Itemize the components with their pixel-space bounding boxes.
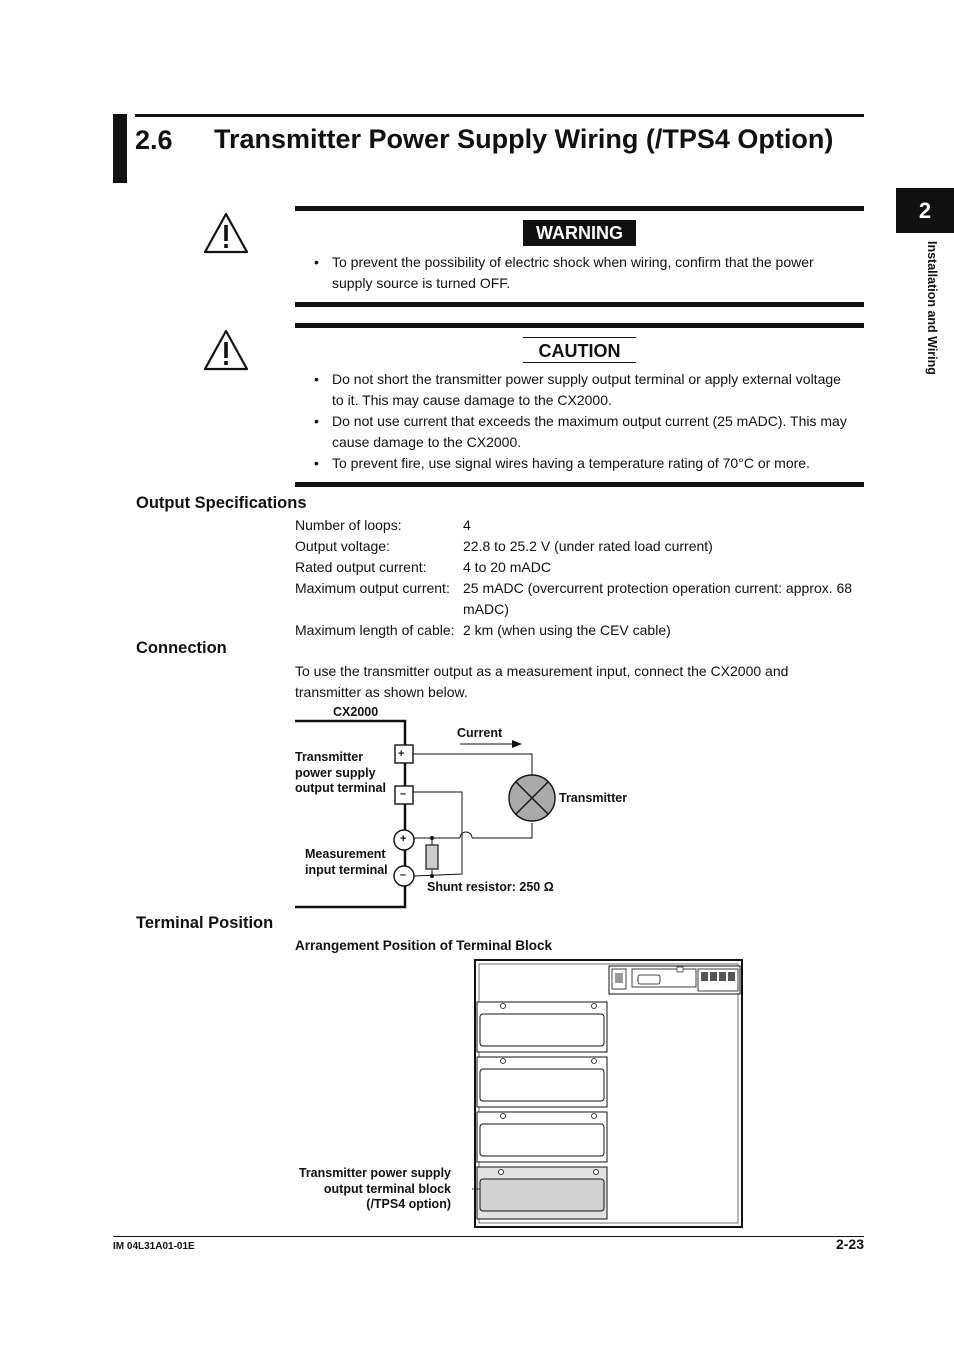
chapter-tab: 2 [896,188,954,233]
spec-value: 25 mADC (overcurrent protection operation current: approx. 68 mADC) [463,580,853,617]
section-title-bar [113,114,127,183]
plus-sign: + [400,833,407,845]
caution-item: • To prevent fire, use signal wires having a temperature rating of 70°C or more. [314,455,810,471]
caution-item: • Do not use current that exceeds the maximum output current (25 mADC). This may cause damage to the CX2000. [314,413,847,450]
warning-item: • To prevent the possibility of electric shock when wiring, confirm that the power supply source is turned OFF. [314,254,814,291]
minus-sign: – [400,869,407,881]
caution-bottom-rule [295,482,864,487]
caution-top-rule [295,323,864,328]
chapter-tab-label: Installation and Wiring [925,241,939,375]
warning-top-rule [295,206,864,211]
tps-terminal-label: Transmitter power supply output terminal [295,750,386,795]
plus-sign: + [398,748,405,760]
minus-sign: – [400,788,407,800]
terminal-position-heading: Terminal Position [136,914,274,932]
spec-value: 4 [463,517,471,533]
spec-value: 4 to 20 mADC [463,559,551,575]
spec-label: Maximum length of cable: [295,622,455,638]
spec-label: Number of loops: [295,517,402,533]
section-title-rule [135,114,864,117]
footer-rule [113,1236,864,1237]
connection-text: To use the transmitter output as a measurement input, connect the CX2000 and transmitter as shown below. [295,663,789,700]
section-title: Transmitter Power Supply Wiring (/TPS4 Option) [214,124,834,154]
connection-heading: Connection [136,639,227,657]
spec-value: 22.8 to 25.2 V (under rated load current) [463,538,713,554]
spec-value: 2 km (when using the CEV cable) [463,622,671,638]
measurement-terminal-label: Measurement input terminal [305,847,388,877]
output-specs-heading: Output Specifications [136,494,307,512]
warning-label: WARNING [523,220,636,246]
caution-item: • Do not short the transmitter power supply output terminal or apply external voltage to it. This may cause damage to the CX2000. [314,371,841,408]
spec-label: Rated output current: [295,559,427,575]
caution-label: CAUTION [523,337,636,363]
terminal-subheading: Arrangement Position of Terminal Block [295,938,553,953]
spec-label: Output voltage: [295,538,390,554]
tps4-callout: Transmitter power supply output terminal block (/TPS4 option) [298,1166,451,1211]
current-label: Current [457,726,503,740]
cx2000-label: CX2000 [333,705,379,719]
shunt-label: Shunt resistor: 250 Ω [427,880,554,894]
document-id: IM 04L31A01-01E [113,1241,195,1252]
terminal-block-diagram [472,958,747,1230]
section-number: 2.6 [135,125,173,155]
page-number: 2-23 [835,1236,864,1252]
warning-triangle-icon [203,212,249,254]
spec-label: Maximum output current: [295,580,450,596]
warning-bottom-rule [295,302,864,307]
transmitter-label: Transmitter [559,791,628,805]
caution-triangle-icon [203,329,249,371]
